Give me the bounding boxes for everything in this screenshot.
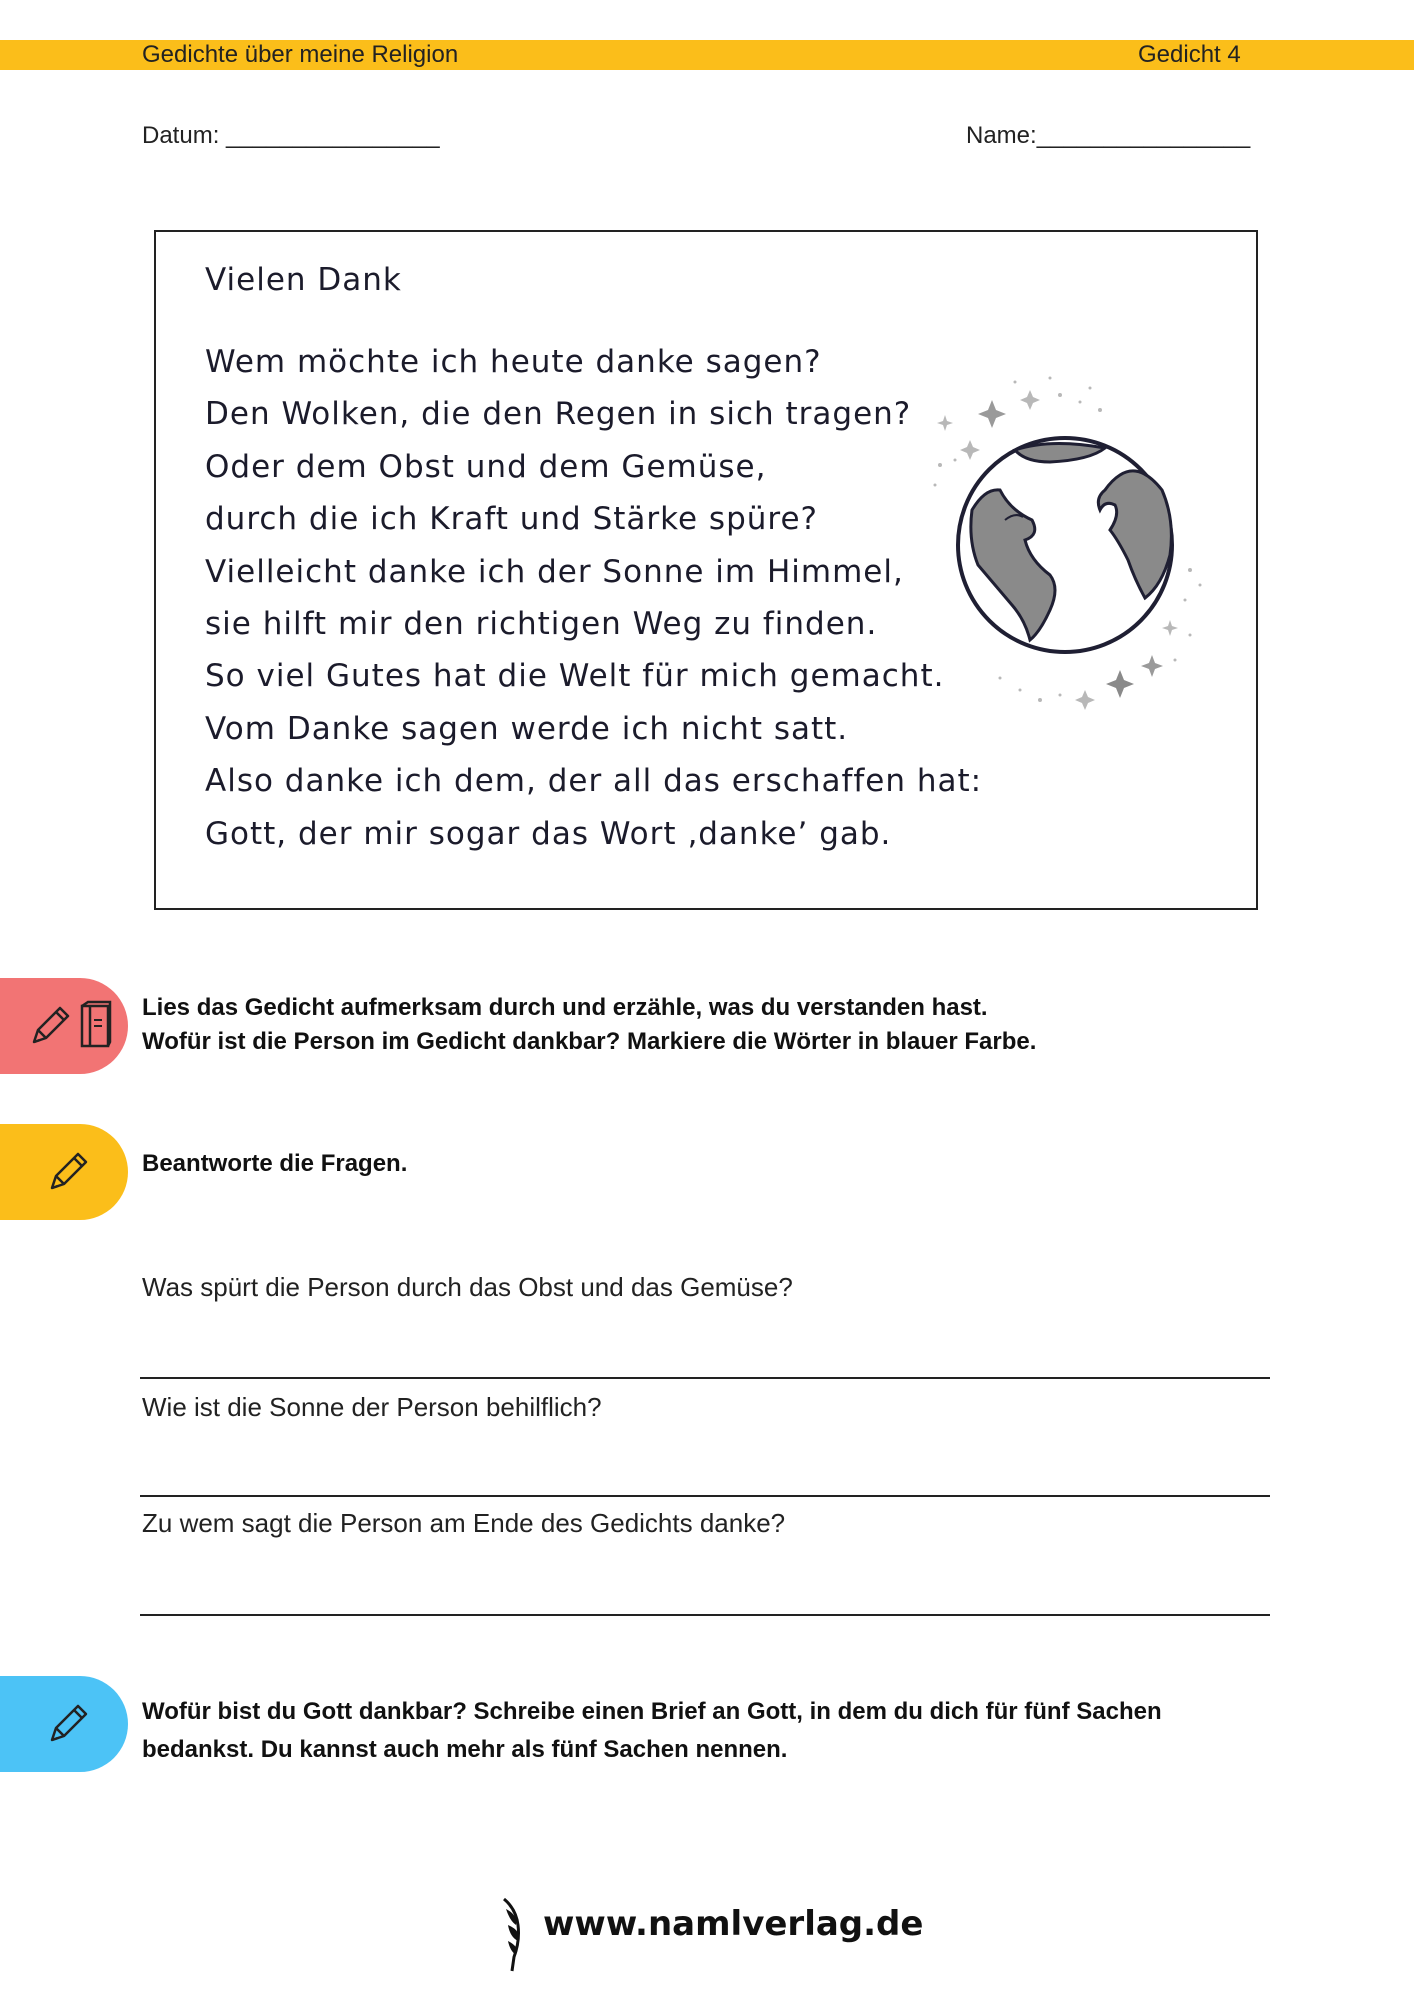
globe-icon: [900, 370, 1230, 720]
poem-line: Vielleicht danke ich der Sonne im Himmel,: [205, 553, 904, 590]
poem-line: durch die ich Kraft und Stärke spüre?: [205, 501, 818, 538]
poem-line: Gott, der mir sogar das Wort ‚danke’ gab.: [205, 815, 892, 852]
task1-instructions: [142, 991, 1262, 1059]
task3-instructions: [142, 1693, 1302, 1769]
task2-badge: [0, 1124, 128, 1220]
pencil-icon: [26, 1002, 74, 1050]
answer-line-1[interactable]: [140, 1377, 1270, 1379]
book-icon: [78, 1000, 114, 1052]
date-blank: ________________: [226, 122, 440, 149]
task3-line: Wofür bist du Gott dankbar? Schreibe einen Brief an Gott, in dem du dich für fünf Sachen: [142, 1698, 1162, 1725]
task1-line: Wofür ist die Person im Gedicht dankbar? Markiere die Wörter in blauer Farbe.: [142, 1028, 1037, 1055]
answer-line-3[interactable]: [140, 1614, 1270, 1616]
pencil-icon: [44, 1148, 92, 1196]
task3-badge: [0, 1676, 128, 1772]
poem-title: Vielen Dank: [205, 262, 402, 298]
poem-line: Also danke ich dem, der all das erschaffen hat:: [205, 763, 983, 800]
task1-badge: [0, 978, 128, 1074]
name-field[interactable]: [966, 122, 1250, 150]
poem-line: sie hilft mir den richtigen Weg zu finden.: [205, 606, 878, 643]
poem-line: So viel Gutes hat die Welt für mich gemacht.: [205, 658, 945, 695]
header-bar: [0, 40, 1414, 70]
footer-logo: [496, 1895, 530, 1980]
series-title: Gedichte über meine Religion: [142, 41, 459, 68]
name-label: Name:: [966, 122, 1037, 149]
poem-line: Wem möchte ich heute danke sagen?: [205, 344, 822, 380]
quill-icon: [496, 1895, 530, 1975]
poem-line: Den Wolken, die den Regen in sich tragen?: [205, 396, 912, 433]
poem-line: Vom Danke sagen werde ich nicht satt.: [205, 710, 849, 747]
answer-line-2[interactable]: [140, 1495, 1270, 1497]
poem-line: Oder dem Obst und dem Gemüse,: [205, 448, 767, 485]
task3-line: bedankst. Du kannst auch mehr als fünf Sachen nennen.: [142, 1736, 788, 1763]
sheet-label: Gedicht 4: [1138, 41, 1241, 68]
pencil-icon: [44, 1700, 92, 1748]
question-2: Wie ist die Sonne der Person behilflich?: [142, 1392, 602, 1422]
footer-url[interactable]: www.namlverlag.de: [543, 1904, 924, 1944]
question-3: Zu wem sagt die Person am Ende des Gedichts danke?: [142, 1508, 786, 1538]
task2-instructions: Beantworte die Fragen.: [142, 1150, 408, 1177]
question-1: Was spürt die Person durch das Obst und das Gemüse?: [142, 1272, 793, 1302]
task1-line: Lies das Gedicht aufmerksam durch und erzähle, was du verstanden hast.: [142, 994, 988, 1021]
poem-lines: [205, 336, 982, 860]
name-blank: ________________: [1036, 122, 1251, 149]
date-field[interactable]: [142, 122, 440, 150]
date-label: Datum:: [142, 122, 220, 149]
